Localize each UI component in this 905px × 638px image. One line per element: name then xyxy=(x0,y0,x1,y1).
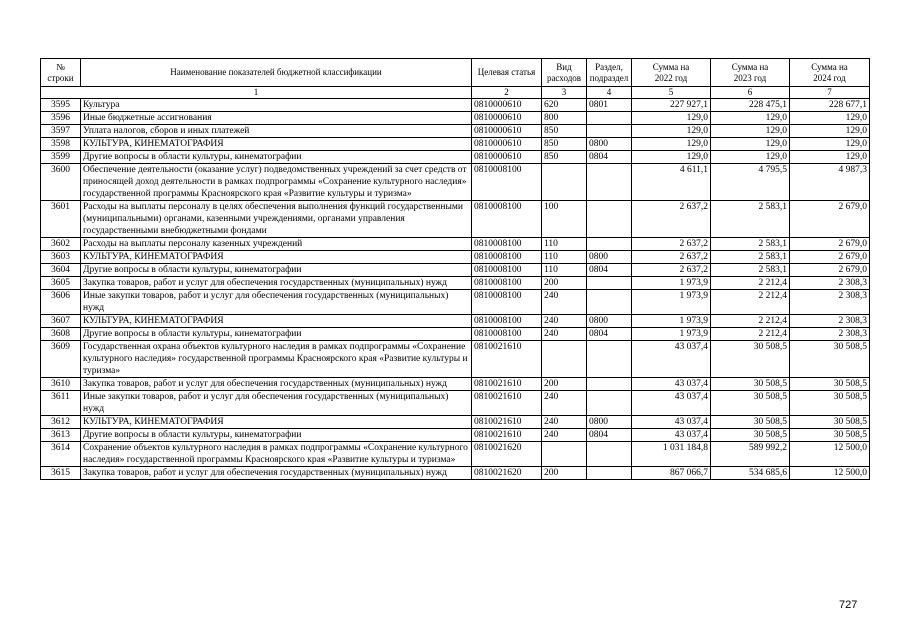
row-sum-2024: 2 308,3 xyxy=(790,315,870,328)
row-name: КУЛЬТУРА, КИНЕМАТОГРАФИЯ xyxy=(81,138,472,151)
row-number: 3608 xyxy=(41,328,81,341)
table-row xyxy=(41,416,870,429)
row-section: 0800 xyxy=(587,251,632,264)
row-sum-2022: 43 037,4 xyxy=(632,341,711,378)
row-sum-2022: 43 037,4 xyxy=(632,391,711,416)
row-name: Закупка товаров, работ и услуг для обеспечения государственных (муниципальных) нужд xyxy=(81,467,472,480)
table-row xyxy=(41,315,870,328)
row-sum-2023: 30 508,5 xyxy=(711,391,790,416)
row-sum-2024: 12 500,0 xyxy=(790,467,870,480)
row-sum-2023: 30 508,5 xyxy=(711,341,790,378)
row-expense-type: 110 xyxy=(542,264,587,277)
column-number: 4 xyxy=(587,87,632,99)
table-row xyxy=(41,391,870,416)
row-expense-type: 110 xyxy=(542,251,587,264)
row-expense-type: 240 xyxy=(542,391,587,416)
row-expense-type xyxy=(542,164,587,201)
row-section: 0804 xyxy=(587,151,632,164)
row-name: Закупка товаров, работ и услуг для обеспечения государственных (муниципальных) нужд xyxy=(81,378,472,391)
row-expense-type: 850 xyxy=(542,138,587,151)
row-number: 3596 xyxy=(41,112,81,125)
row-sum-2022: 1 973,9 xyxy=(632,290,711,315)
row-expense-type: 240 xyxy=(542,328,587,341)
row-section xyxy=(587,164,632,201)
row-sum-2023: 2 583,1 xyxy=(711,264,790,277)
row-sum-2023: 2 212,4 xyxy=(711,328,790,341)
row-target: 0810008100 xyxy=(472,251,542,264)
row-expense-type: 200 xyxy=(542,378,587,391)
table-row xyxy=(41,467,870,480)
row-section xyxy=(587,378,632,391)
row-expense-type: 240 xyxy=(542,416,587,429)
row-name: Иные закупки товаров, работ и услуг для обеспечения государственных (муниципальных) нужд xyxy=(81,290,472,315)
row-section xyxy=(587,112,632,125)
column-number: 2 xyxy=(472,87,542,99)
row-sum-2022: 1 973,9 xyxy=(632,328,711,341)
row-number: 3604 xyxy=(41,264,81,277)
row-expense-type: 850 xyxy=(542,125,587,138)
row-target: 0810000610 xyxy=(472,99,542,112)
row-expense-type: 240 xyxy=(542,290,587,315)
row-name: Другие вопросы в области культуры, кинематографии xyxy=(81,429,472,442)
table-row xyxy=(41,112,870,125)
row-sum-2024: 129,0 xyxy=(790,138,870,151)
row-number: 3607 xyxy=(41,315,81,328)
header-sum-2023: Сумма на 2023 год xyxy=(711,59,790,87)
row-sum-2023: 2 212,4 xyxy=(711,315,790,328)
row-expense-type: 200 xyxy=(542,277,587,290)
row-sum-2024: 2 308,3 xyxy=(790,290,870,315)
row-sum-2022: 129,0 xyxy=(632,138,711,151)
row-sum-2023: 2 212,4 xyxy=(711,277,790,290)
row-section xyxy=(587,341,632,378)
row-sum-2022: 2 637,2 xyxy=(632,238,711,251)
row-sum-2023: 30 508,5 xyxy=(711,429,790,442)
row-sum-2024: 30 508,5 xyxy=(790,378,870,391)
row-target: 0810008100 xyxy=(472,328,542,341)
row-sum-2023: 30 508,5 xyxy=(711,378,790,391)
row-sum-2022: 129,0 xyxy=(632,112,711,125)
table-row xyxy=(41,151,870,164)
row-sum-2024: 129,0 xyxy=(790,112,870,125)
table-row xyxy=(41,328,870,341)
row-target: 0810021610 xyxy=(472,391,542,416)
row-expense-type: 850 xyxy=(542,151,587,164)
row-sum-2022: 43 037,4 xyxy=(632,429,711,442)
column-number: 7 xyxy=(790,87,870,99)
row-name: КУЛЬТУРА, КИНЕМАТОГРАФИЯ xyxy=(81,416,472,429)
row-target: 0810008100 xyxy=(472,290,542,315)
row-expense-type: 620 xyxy=(542,99,587,112)
row-sum-2022: 43 037,4 xyxy=(632,378,711,391)
row-target: 0810000610 xyxy=(472,125,542,138)
row-expense-type: 800 xyxy=(542,112,587,125)
row-section: 0800 xyxy=(587,315,632,328)
table-row xyxy=(41,341,870,378)
row-name: Другие вопросы в области культуры, кинематографии xyxy=(81,328,472,341)
row-expense-type: 200 xyxy=(542,467,587,480)
table-header-row xyxy=(41,59,870,87)
row-sum-2022: 1 973,9 xyxy=(632,277,711,290)
column-number: 6 xyxy=(711,87,790,99)
table-row xyxy=(41,99,870,112)
row-sum-2024: 228 677,1 xyxy=(790,99,870,112)
row-section: 0800 xyxy=(587,416,632,429)
header-name: Наименование показателей бюджетной классификации xyxy=(81,59,472,87)
column-numbers-row xyxy=(41,87,870,99)
row-sum-2022: 4 611,1 xyxy=(632,164,711,201)
row-name: Иные закупки товаров, работ и услуг для обеспечения государственных (муниципальных) нужд xyxy=(81,391,472,416)
row-name: Уплата налогов, сборов и иных платежей xyxy=(81,125,472,138)
row-sum-2024: 30 508,5 xyxy=(790,429,870,442)
row-number: 3605 xyxy=(41,277,81,290)
row-number: 3597 xyxy=(41,125,81,138)
table-row xyxy=(41,429,870,442)
row-sum-2023: 589 992,2 xyxy=(711,442,790,467)
row-sum-2024: 129,0 xyxy=(790,125,870,138)
row-target: 0810021610 xyxy=(472,378,542,391)
row-name: Сохранение объектов культурного наследия в рамках подпрограммы «Сохранение культурного наследия» государственной программы Красноярского края «Развитие культуры и туризма» xyxy=(81,442,472,467)
table-row xyxy=(41,378,870,391)
row-target: 0810021610 xyxy=(472,429,542,442)
row-target: 0810021610 xyxy=(472,341,542,378)
row-sum-2023: 2 583,1 xyxy=(711,238,790,251)
row-section xyxy=(587,290,632,315)
header-row-number: № строки xyxy=(41,59,81,87)
row-number: 3603 xyxy=(41,251,81,264)
header-section: Раздел, подраздел xyxy=(587,59,632,87)
row-sum-2022: 129,0 xyxy=(632,151,711,164)
row-sum-2022: 2 637,2 xyxy=(632,201,711,238)
row-expense-type: 240 xyxy=(542,315,587,328)
row-sum-2023: 2 583,1 xyxy=(711,201,790,238)
row-number: 3598 xyxy=(41,138,81,151)
row-expense-type xyxy=(542,442,587,467)
row-number: 3599 xyxy=(41,151,81,164)
row-name: Культура xyxy=(81,99,472,112)
row-target: 0810008100 xyxy=(472,164,542,201)
budget-table xyxy=(40,58,870,480)
row-sum-2022: 227 927,1 xyxy=(632,99,711,112)
row-number: 3614 xyxy=(41,442,81,467)
row-name: Иные бюджетные ассигнования xyxy=(81,112,472,125)
row-section: 0800 xyxy=(587,138,632,151)
row-sum-2022: 2 637,2 xyxy=(632,251,711,264)
row-target: 0810008100 xyxy=(472,238,542,251)
row-section xyxy=(587,277,632,290)
table-row xyxy=(41,442,870,467)
row-name: Расходы на выплаты персоналу казенных учреждений xyxy=(81,238,472,251)
table-row xyxy=(41,164,870,201)
row-sum-2024: 2 679,0 xyxy=(790,264,870,277)
row-section: 0804 xyxy=(587,429,632,442)
row-sum-2022: 1 973,9 xyxy=(632,315,711,328)
page-number: 727 xyxy=(839,599,858,611)
row-number: 3602 xyxy=(41,238,81,251)
row-section: 0804 xyxy=(587,264,632,277)
row-number: 3613 xyxy=(41,429,81,442)
row-name: Другие вопросы в области культуры, кинематографии xyxy=(81,264,472,277)
row-sum-2024: 2 308,3 xyxy=(790,328,870,341)
table-row xyxy=(41,201,870,238)
row-sum-2024: 2 679,0 xyxy=(790,251,870,264)
row-number: 3611 xyxy=(41,391,81,416)
table-row xyxy=(41,264,870,277)
row-target: 0810000610 xyxy=(472,138,542,151)
row-sum-2023: 2 583,1 xyxy=(711,251,790,264)
row-target: 0810021610 xyxy=(472,416,542,429)
row-target: 0810021620 xyxy=(472,467,542,480)
row-target: 0810008100 xyxy=(472,277,542,290)
row-name: Государственная охрана объектов культурного наследия в рамках подпрограммы «Сохранение культурного наследия» государственной программы Красноярского края «Развитие культуры и туризма» xyxy=(81,341,472,378)
row-section: 0804 xyxy=(587,328,632,341)
row-name: КУЛЬТУРА, КИНЕМАТОГРАФИЯ xyxy=(81,315,472,328)
row-sum-2023: 228 475,1 xyxy=(711,99,790,112)
row-number: 3595 xyxy=(41,99,81,112)
row-sum-2022: 2 637,2 xyxy=(632,264,711,277)
column-number: 1 xyxy=(41,87,472,99)
header-expense-type: Вид расходов xyxy=(542,59,587,87)
table-row xyxy=(41,238,870,251)
row-number: 3610 xyxy=(41,378,81,391)
row-target: 0810021620 xyxy=(472,442,542,467)
table-row xyxy=(41,277,870,290)
row-sum-2023: 2 212,4 xyxy=(711,290,790,315)
row-sum-2022: 867 066,7 xyxy=(632,467,711,480)
row-sum-2024: 129,0 xyxy=(790,151,870,164)
row-sum-2023: 129,0 xyxy=(711,151,790,164)
header-target: Целевая статья xyxy=(472,59,542,87)
row-expense-type: 240 xyxy=(542,429,587,442)
row-sum-2024: 30 508,5 xyxy=(790,341,870,378)
row-sum-2023: 129,0 xyxy=(711,112,790,125)
row-target: 0810000610 xyxy=(472,151,542,164)
table-row xyxy=(41,290,870,315)
row-section xyxy=(587,391,632,416)
row-sum-2022: 43 037,4 xyxy=(632,416,711,429)
row-expense-type: 100 xyxy=(542,201,587,238)
row-sum-2024: 30 508,5 xyxy=(790,416,870,429)
row-expense-type xyxy=(542,341,587,378)
row-sum-2024: 4 987,3 xyxy=(790,164,870,201)
column-number: 3 xyxy=(542,87,587,99)
row-sum-2023: 129,0 xyxy=(711,138,790,151)
row-sum-2023: 534 685,6 xyxy=(711,467,790,480)
row-sum-2023: 30 508,5 xyxy=(711,416,790,429)
table-body xyxy=(41,99,870,480)
row-number: 3606 xyxy=(41,290,81,315)
row-sum-2023: 129,0 xyxy=(711,125,790,138)
row-section xyxy=(587,442,632,467)
row-name: Другие вопросы в области культуры, кинематографии xyxy=(81,151,472,164)
column-number: 5 xyxy=(632,87,711,99)
row-section xyxy=(587,467,632,480)
row-name: Закупка товаров, работ и услуг для обеспечения государственных (муниципальных) нужд xyxy=(81,277,472,290)
row-sum-2024: 2 679,0 xyxy=(790,201,870,238)
table-row xyxy=(41,138,870,151)
header-sum-2022: Сумма на 2022 год xyxy=(632,59,711,87)
row-number: 3609 xyxy=(41,341,81,378)
header-sum-2024: Сумма на 2024 год xyxy=(790,59,870,87)
row-section xyxy=(587,238,632,251)
table-row xyxy=(41,125,870,138)
row-name: Расходы на выплаты персоналу в целях обеспечения выполнения функций государственными (муниципальными) органами, казенными учреждениями, органами управления государственными внебюджетными фондами xyxy=(81,201,472,238)
row-number: 3601 xyxy=(41,201,81,238)
table-row xyxy=(41,251,870,264)
row-sum-2024: 12 500,0 xyxy=(790,442,870,467)
row-name: КУЛЬТУРА, КИНЕМАТОГРАФИЯ xyxy=(81,251,472,264)
row-target: 0810008100 xyxy=(472,201,542,238)
row-target: 0810000610 xyxy=(472,112,542,125)
row-name: Обеспечение деятельности (оказание услуг) подведомственных учреждений за счет средств от приносящей доход деятельности в рамках подпрограммы «Сохранение культурного наследия» государственной программы Красноярского края «Развитие культуры и туризма» xyxy=(81,164,472,201)
row-sum-2024: 30 508,5 xyxy=(790,391,870,416)
row-target: 0810008100 xyxy=(472,264,542,277)
row-target: 0810008100 xyxy=(472,315,542,328)
row-sum-2023: 4 795,5 xyxy=(711,164,790,201)
row-sum-2024: 2 308,3 xyxy=(790,277,870,290)
row-section xyxy=(587,201,632,238)
row-expense-type: 110 xyxy=(542,238,587,251)
row-sum-2022: 1 031 184,8 xyxy=(632,442,711,467)
row-section xyxy=(587,125,632,138)
row-number: 3612 xyxy=(41,416,81,429)
row-section: 0801 xyxy=(587,99,632,112)
row-number: 3600 xyxy=(41,164,81,201)
row-sum-2022: 129,0 xyxy=(632,125,711,138)
row-sum-2024: 2 679,0 xyxy=(790,238,870,251)
row-number: 3615 xyxy=(41,467,81,480)
